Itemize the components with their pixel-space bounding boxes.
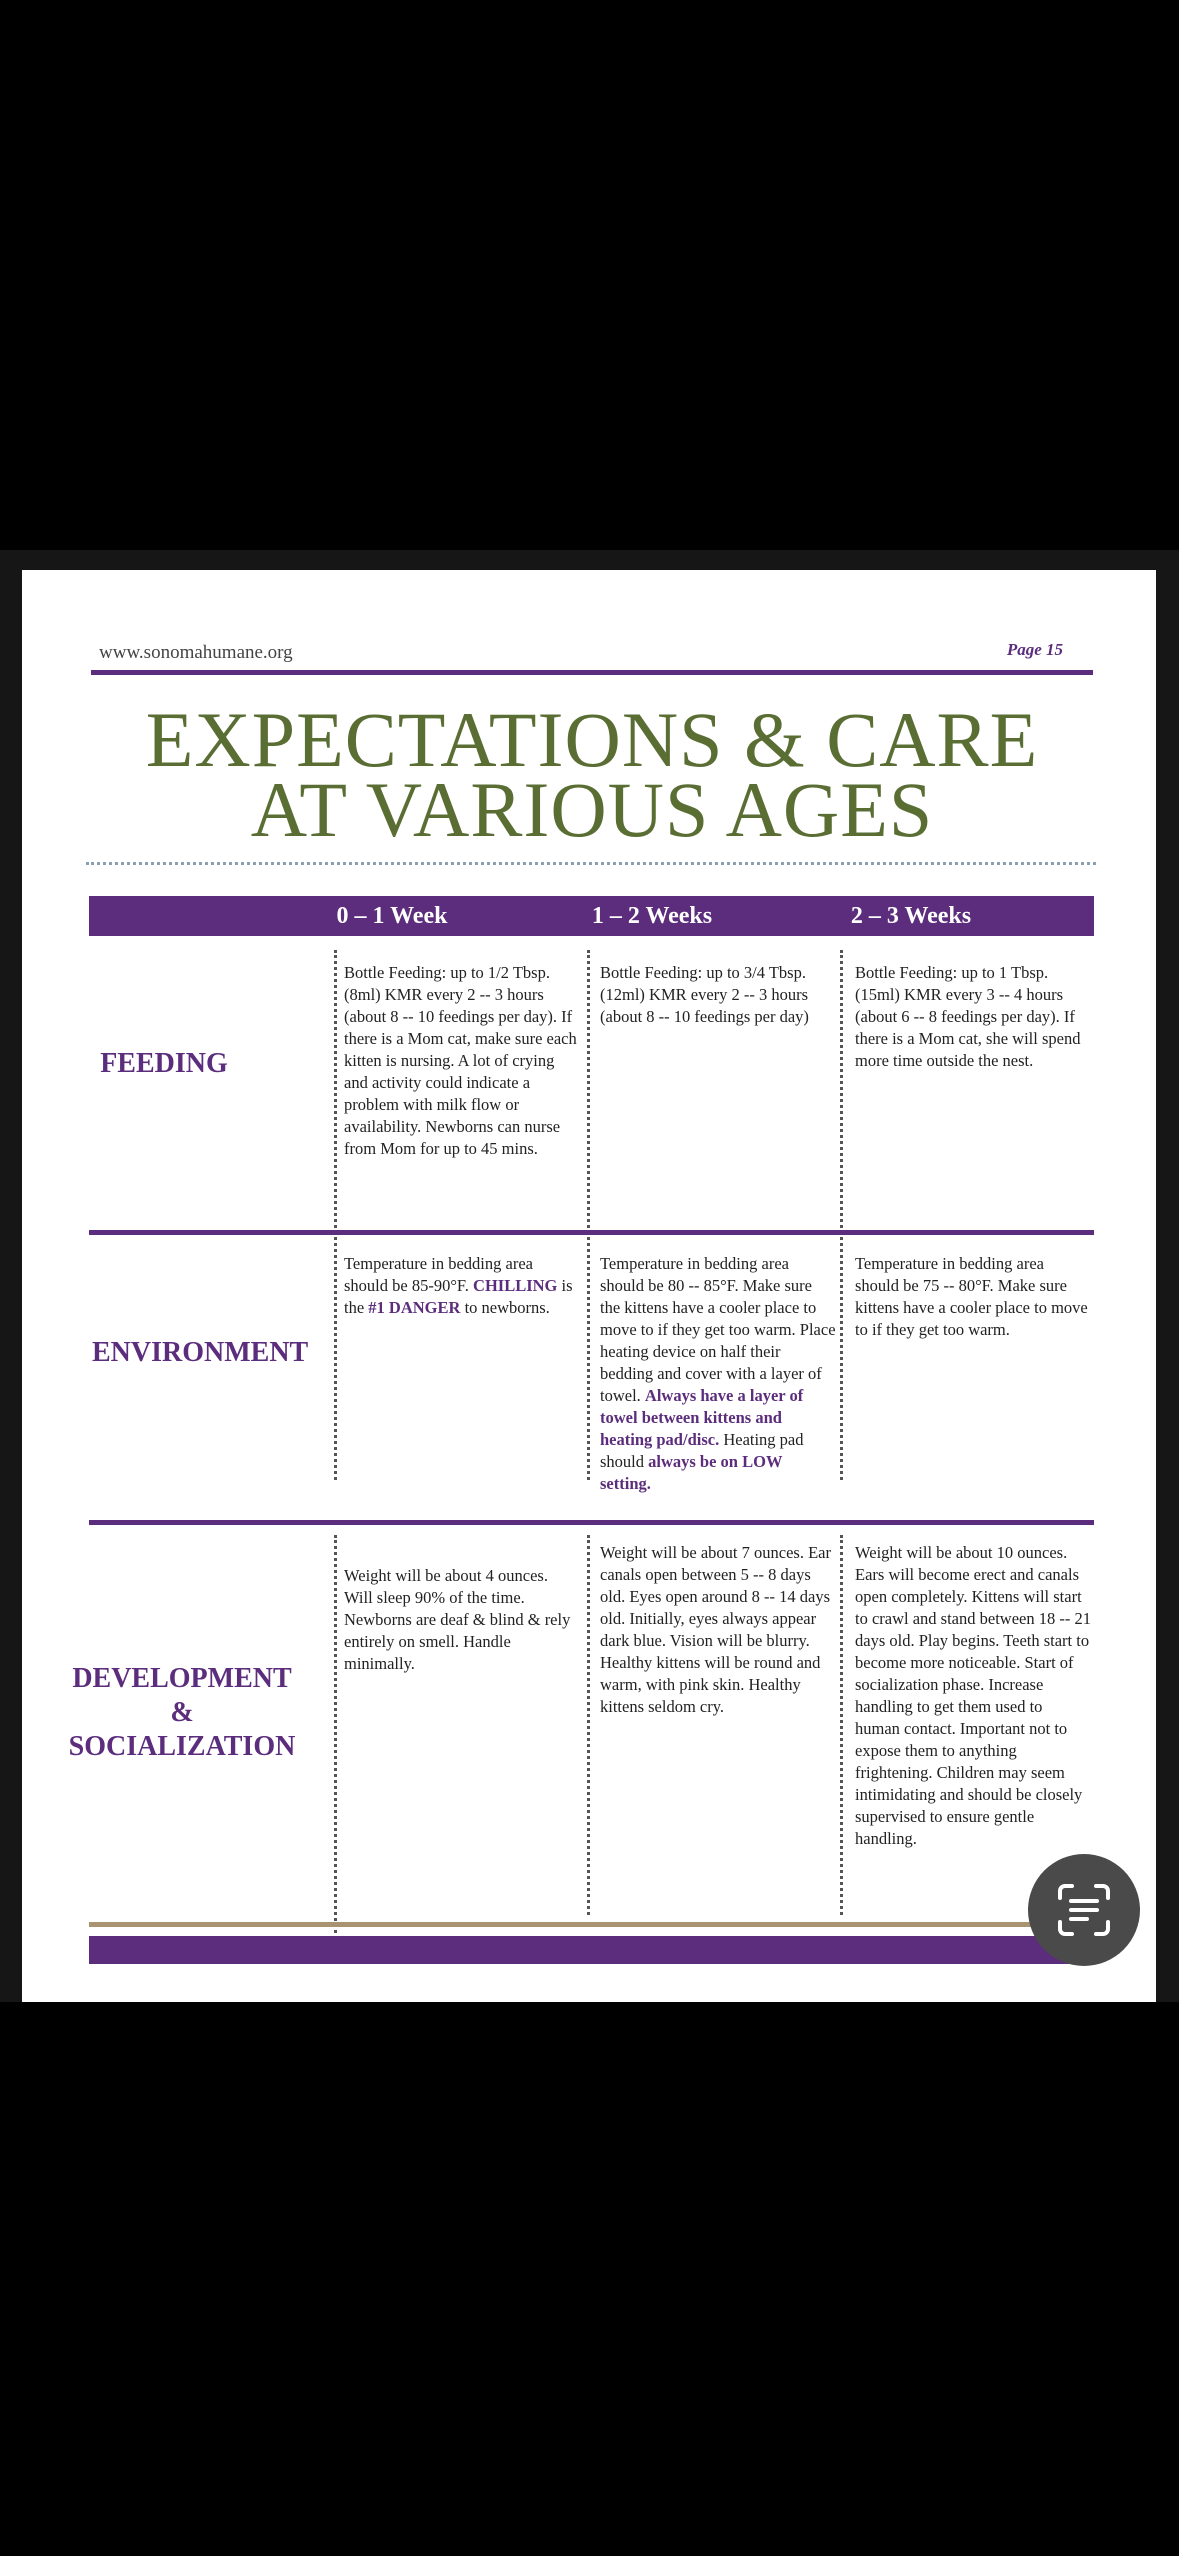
column-header-week-2: 1 – 2 Weeks bbox=[591, 903, 713, 929]
environment-week-1-danger: #1 DANGER bbox=[368, 1298, 461, 1317]
column-divider bbox=[334, 1535, 337, 1945]
environment-week-1-chilling: CHILLING bbox=[473, 1276, 558, 1295]
environment-week-1-temperature: Temperature in bedding area should be 85-90°F. bbox=[344, 1254, 533, 1295]
column-divider bbox=[840, 1535, 843, 1915]
cell-environment-week-3: Temperature in bedding area should be 75 -- 80°F. Make sure kittens have a cooler place to move to if they get too warm. bbox=[855, 1254, 1088, 1339]
row-label-development-line-1: DEVELOPMENT bbox=[72, 1663, 292, 1694]
page-number: Page 15 bbox=[1006, 640, 1063, 659]
row-label-feeding: FEEDING bbox=[100, 1048, 228, 1079]
column-header-week-1: 0 – 1 Week bbox=[336, 903, 448, 929]
environment-week-2-low-setting: always be on LOW setting. bbox=[600, 1452, 783, 1493]
title-line-2: AT VARIOUS AGES bbox=[250, 766, 934, 853]
title-line-1: EXPECTATIONS & CARE bbox=[145, 696, 1039, 783]
website-url: www.sonomahumane.org bbox=[99, 642, 293, 663]
document-page bbox=[22, 570, 1156, 2002]
column-header-week-3: 2 – 3 Weeks bbox=[850, 903, 972, 929]
environment-week-2-towel-warning: Always have a layer of towel between kittens and heating pad/disc. bbox=[600, 1386, 804, 1449]
table-header bbox=[89, 896, 1094, 936]
column-divider bbox=[840, 950, 843, 1480]
cell-environment-week-1 bbox=[344, 1253, 580, 1319]
cell-development-week-2: Weight will be about 7 ounces. Ear canals open between 5 -- 8 days old. Eyes open around 8 -- 14 days old. Initially, eyes always appear dark blue. Vision will be blurry. Healthy kittens will be round and warm, with pink skin. Healthy kittens seldom cry. bbox=[600, 1543, 831, 1716]
row-label-development-line-3: SOCIALIZATION bbox=[68, 1731, 296, 1762]
header-rule bbox=[91, 670, 1093, 675]
column-divider bbox=[587, 950, 590, 1480]
cell-feeding-week-1: Bottle Feeding: up to 1/2 Tbsp. (8ml) KMR every 2 -- 3 hours (about 8 -- 10 feedings per day). If there is a Mom cat, make sure each kitten is nursing. A lot of crying and activity could indicate a problem with milk flow or availability. Newborns can nurse from Mom for up to 45 mins. bbox=[344, 963, 577, 1158]
column-divider bbox=[587, 1535, 590, 1915]
row-divider bbox=[89, 1520, 1094, 1525]
cell-development-week-1: Weight will be about 4 ounces. Will sleep 90% of the time. Newborns are deaf & blind & rely entirely on smell. Handle minimally. bbox=[344, 1566, 571, 1673]
page-title bbox=[82, 696, 1102, 853]
cell-development-week-3: Weight will be about 10 ounces. Ears will become erect and canals open completely. Kittens will start to crawl and stand between 18 -- 21 days old. Play begins. Teeth start to become more noticeable. Start of socialization phase. Increase handling to get them used to human contact. Important not to expose them to anything frightening. Children may seem intimidating and should be closely supervised to ensure gentle handling. bbox=[855, 1543, 1091, 1848]
column-divider bbox=[334, 950, 337, 1480]
row-label-development-line-2: & bbox=[170, 1697, 194, 1728]
environment-week-2-text: Temperature in bedding area should be 80 -- 85°F. Make sure the kittens have a cooler place to move to if they get too warm. Place heating device on half their bedding and cover with a layer of towel. bbox=[600, 1254, 836, 1405]
environment-week-1-to-newborns: to newborns. bbox=[464, 1298, 550, 1317]
environment-week-2-heating-pad: Heating pad should bbox=[600, 1430, 804, 1471]
row-label-environment: ENVIRONMENT bbox=[92, 1337, 309, 1368]
cell-feeding-week-2: Bottle Feeding: up to 3/4 Tbsp. (12ml) KMR every 2 -- 3 hours (about 8 -- 10 feedings per day) bbox=[600, 963, 809, 1026]
cell-environment-week-2 bbox=[600, 1253, 836, 1495]
footer-tan-rule bbox=[89, 1922, 1094, 1927]
live-text-button[interactable] bbox=[1028, 1854, 1140, 1966]
footer-bar bbox=[89, 1936, 1094, 1964]
row-divider bbox=[89, 1230, 1094, 1235]
title-divider bbox=[86, 862, 1096, 865]
cell-feeding-week-3: Bottle Feeding: up to 1 Tbsp. (15ml) KMR every 3 -- 4 hours (about 6 -- 8 feedings per day). If there is a Mom cat, she will spend more time outside the nest. bbox=[855, 963, 1081, 1070]
row-label-development bbox=[67, 1662, 297, 1764]
environment-week-1-is-the: is the bbox=[344, 1276, 573, 1317]
